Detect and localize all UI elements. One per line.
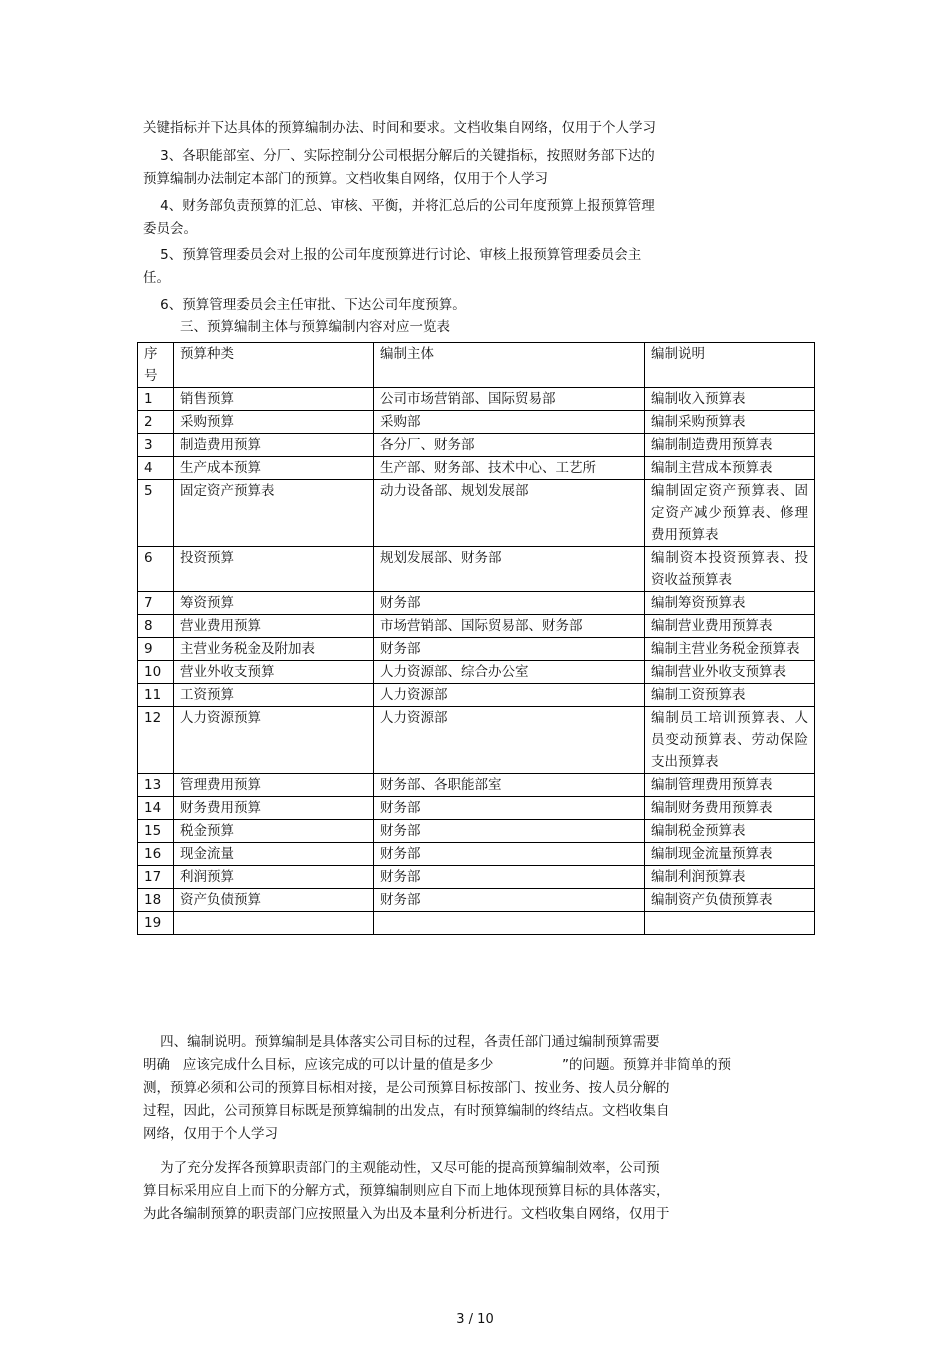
row-owner-cell: 财务部、各职能部室 bbox=[374, 774, 645, 797]
row-owner-cell: 财务部 bbox=[374, 889, 645, 912]
row-owner-cell: 公司市场营销部、国际贸易部 bbox=[374, 388, 645, 411]
table-row bbox=[138, 480, 815, 547]
row-type-cell: 现金流量 bbox=[174, 843, 374, 866]
row-type-cell: 主营业务税金及附加表 bbox=[174, 638, 374, 661]
paragraph-line: 关键指标并下达具体的预算编制办法、时间和要求。文档收集自网络，仅用于个人学习 bbox=[143, 120, 656, 136]
table-row bbox=[138, 820, 815, 843]
row-description-cell: 编制现金流量预算表 bbox=[645, 843, 815, 866]
table-row bbox=[138, 434, 815, 457]
row-owner-cell: 动力设备部、规划发展部 bbox=[374, 480, 645, 547]
paragraph-line: 测，预算必须和公司的预算目标相对接，是公司预算目标按部门、按业务、按人员分解的 bbox=[143, 1080, 670, 1096]
row-owner-cell: 财务部 bbox=[374, 638, 645, 661]
row-index-cell: 15 bbox=[138, 820, 174, 843]
row-index-cell: 4 bbox=[138, 457, 174, 480]
paragraph-line: 5、预算管理委员会对上报的公司年度预算进行讨论、审核上报预算管理委员会主 bbox=[143, 247, 642, 263]
row-index-cell: 7 bbox=[138, 592, 174, 615]
row-description-cell: 编制营业外收支预算表 bbox=[645, 661, 815, 684]
paragraph-line: 明确 应该完成什么目标，应该完成的可以计量的值是多少 ”的问题。预算并非简单的预 bbox=[143, 1057, 732, 1073]
paragraph-5 bbox=[143, 294, 783, 317]
paragraph-6 bbox=[143, 1031, 783, 1146]
row-type-cell: 人力资源预算 bbox=[174, 707, 374, 774]
row-owner-cell: 各分厂、财务部 bbox=[374, 434, 645, 457]
paragraph-line: 委员会。 bbox=[143, 221, 197, 237]
paragraph-3 bbox=[143, 195, 783, 241]
row-owner-cell: 财务部 bbox=[374, 866, 645, 889]
table-row bbox=[138, 866, 815, 889]
row-owner-cell: 财务部 bbox=[374, 820, 645, 843]
table-row bbox=[138, 388, 815, 411]
paragraph-line: 四、编制说明。预算编制是具体落实公司目标的过程，各责任部门通过编制预算需要 bbox=[143, 1034, 660, 1050]
table-row bbox=[138, 547, 815, 592]
row-type-cell: 管理费用预算 bbox=[174, 774, 374, 797]
row-index-cell: 14 bbox=[138, 797, 174, 820]
row-description-cell: 编制资产负债预算表 bbox=[645, 889, 815, 912]
table-header-row bbox=[138, 343, 815, 388]
row-index-cell: 9 bbox=[138, 638, 174, 661]
paragraph-line: 为此各编制预算的职责部门应按照量入为出及本量利分析进行。文档收集自网络，仅用于 bbox=[143, 1206, 670, 1222]
row-description-cell: 编制主营业务税金预算表 bbox=[645, 638, 815, 661]
row-owner-cell: 市场营销部、国际贸易部、财务部 bbox=[374, 615, 645, 638]
table-row bbox=[138, 843, 815, 866]
row-description-cell: 编制收入预算表 bbox=[645, 388, 815, 411]
row-index-cell: 6 bbox=[138, 547, 174, 592]
row-description-cell: 编制制造费用预算表 bbox=[645, 434, 815, 457]
row-type-cell: 营业费用预算 bbox=[174, 615, 374, 638]
paragraph-line: 网络，仅用于个人学习 bbox=[143, 1126, 278, 1142]
row-owner-cell: 生产部、财务部、技术中心、工艺所 bbox=[374, 457, 645, 480]
row-type-cell: 生产成本预算 bbox=[174, 457, 374, 480]
row-type-cell: 工资预算 bbox=[174, 684, 374, 707]
row-owner-cell: 人力资源部 bbox=[374, 707, 645, 774]
row-index-cell: 2 bbox=[138, 411, 174, 434]
row-index-cell: 16 bbox=[138, 843, 174, 866]
row-description-cell: 编制利润预算表 bbox=[645, 866, 815, 889]
table-row bbox=[138, 457, 815, 480]
table-caption: 三、预算编制主体与预算编制内容对应一览表 bbox=[180, 319, 450, 335]
paragraph-line: 6、预算管理委员会主任审批、下达公司年度预算。 bbox=[143, 297, 466, 313]
table-row bbox=[138, 615, 815, 638]
row-description-cell: 编制资本投资预算表、投资收益预算表 bbox=[645, 547, 815, 592]
paragraph-line: 算目标采用应自上而下的分解方式，预算编制则应自下而上地体现预算目标的具体落实， bbox=[143, 1183, 670, 1199]
row-description-cell: 编制采购预算表 bbox=[645, 411, 815, 434]
row-owner-cell: 人力资源部 bbox=[374, 684, 645, 707]
table-row bbox=[138, 592, 815, 615]
row-index-cell: 11 bbox=[138, 684, 174, 707]
row-owner-cell: 财务部 bbox=[374, 797, 645, 820]
row-owner-cell: 采购部 bbox=[374, 411, 645, 434]
row-index-cell: 18 bbox=[138, 889, 174, 912]
row-index-cell: 1 bbox=[138, 388, 174, 411]
paragraph-1 bbox=[143, 117, 783, 140]
row-description-cell: 编制筹资预算表 bbox=[645, 592, 815, 615]
table-row bbox=[138, 797, 815, 820]
row-description-cell: 编制营业费用预算表 bbox=[645, 615, 815, 638]
row-owner-cell: 规划发展部、财务部 bbox=[374, 547, 645, 592]
row-type-cell: 利润预算 bbox=[174, 866, 374, 889]
paragraph-line: 预算编制办法制定本部门的预算。文档收集自网络，仅用于个人学习 bbox=[143, 171, 548, 187]
row-description-cell: 编制税金预算表 bbox=[645, 820, 815, 843]
row-type-cell: 营业外收支预算 bbox=[174, 661, 374, 684]
row-index-cell: 13 bbox=[138, 774, 174, 797]
table-row bbox=[138, 411, 815, 434]
row-type-cell: 销售预算 bbox=[174, 388, 374, 411]
paragraph-4 bbox=[143, 244, 783, 290]
row-type-cell: 制造费用预算 bbox=[174, 434, 374, 457]
row-description-cell: 编制员工培训预算表、人员变动预算表、劳动保险支出预算表 bbox=[645, 707, 815, 774]
header-cell-description: 编制说明 bbox=[645, 343, 815, 388]
paragraph-line: 为了充分发挥各预算职责部门的主观能动性，又尽可能的提高预算编制效率，公司预 bbox=[143, 1160, 660, 1176]
row-description-cell: 编制管理费用预算表 bbox=[645, 774, 815, 797]
table-row bbox=[138, 707, 815, 774]
paragraph-line: 4、财务部负责预算的汇总、审核、平衡，并将汇总后的公司年度预算上报预算管理 bbox=[143, 198, 655, 214]
paragraph-7 bbox=[143, 1157, 783, 1226]
table-row bbox=[138, 774, 815, 797]
row-type-cell: 财务费用预算 bbox=[174, 797, 374, 820]
row-index-cell: 10 bbox=[138, 661, 174, 684]
paragraph-2 bbox=[143, 145, 783, 191]
row-owner-cell: 财务部 bbox=[374, 592, 645, 615]
row-index-cell: 12 bbox=[138, 707, 174, 774]
header-cell-owner: 编制主体 bbox=[374, 343, 645, 388]
row-index-cell: 17 bbox=[138, 866, 174, 889]
row-index-cell: 5 bbox=[138, 480, 174, 547]
table-row bbox=[138, 661, 815, 684]
row-description-cell bbox=[645, 912, 815, 935]
row-type-cell: 资产负债预算 bbox=[174, 889, 374, 912]
row-description-cell: 编制固定资产预算表、固定资产减少预算表、修理费用预算表 bbox=[645, 480, 815, 547]
row-index-cell: 3 bbox=[138, 434, 174, 457]
table-row bbox=[138, 912, 815, 935]
table-row bbox=[138, 684, 815, 707]
page-indicator: 3 / 10 bbox=[456, 1312, 494, 1327]
paragraph-line: 3、各职能部室、分厂、实际控制分公司根据分解后的关键指标，按照财务部下达的 bbox=[143, 148, 655, 164]
row-type-cell bbox=[174, 912, 374, 935]
table-row bbox=[138, 638, 815, 661]
row-type-cell: 税金预算 bbox=[174, 820, 374, 843]
row-owner-cell bbox=[374, 912, 645, 935]
row-description-cell: 编制财务费用预算表 bbox=[645, 797, 815, 820]
table-row bbox=[138, 889, 815, 912]
row-description-cell: 编制主营成本预算表 bbox=[645, 457, 815, 480]
paragraph-line: 过程，因此，公司预算目标既是预算编制的出发点，有时预算编制的终结点。文档收集自 bbox=[143, 1103, 670, 1119]
paragraph-line: 任。 bbox=[143, 270, 170, 286]
header-cell-type: 预算种类 bbox=[174, 343, 374, 388]
row-index-cell: 8 bbox=[138, 615, 174, 638]
row-type-cell: 采购预算 bbox=[174, 411, 374, 434]
row-type-cell: 投资预算 bbox=[174, 547, 374, 592]
header-cell-index: 序号 bbox=[138, 343, 174, 388]
row-type-cell: 筹资预算 bbox=[174, 592, 374, 615]
budget-table bbox=[137, 342, 815, 935]
table-body bbox=[138, 343, 815, 935]
row-owner-cell: 人力资源部、综合办公室 bbox=[374, 661, 645, 684]
row-index-cell: 19 bbox=[138, 912, 174, 935]
row-owner-cell: 财务部 bbox=[374, 843, 645, 866]
row-description-cell: 编制工资预算表 bbox=[645, 684, 815, 707]
row-type-cell: 固定资产预算表 bbox=[174, 480, 374, 547]
